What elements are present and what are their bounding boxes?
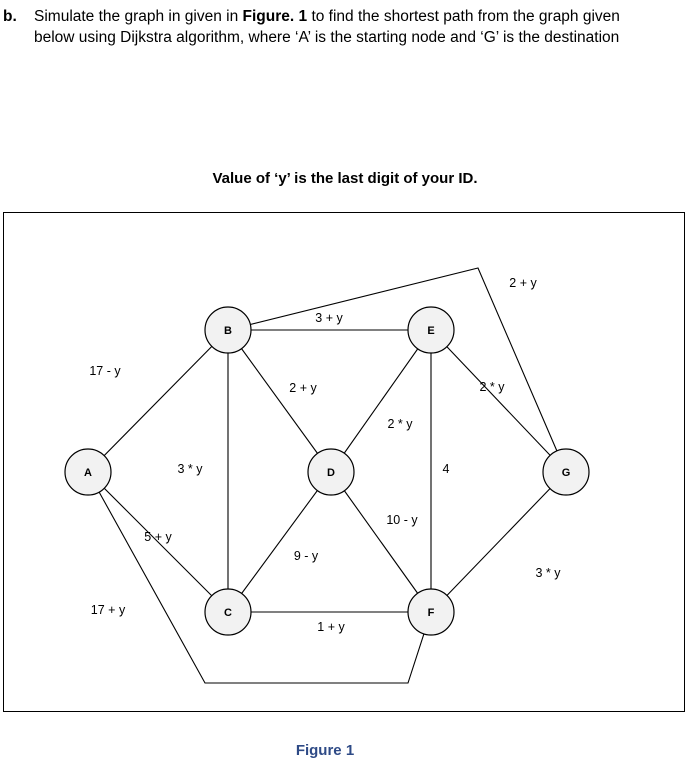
figure-caption: Figure 1 <box>295 742 355 759</box>
node-a <box>65 449 111 495</box>
question-line-2: below using Dijkstra algorithm, where ‘A’ is the starting node and ‘G’ is the destination <box>34 29 620 46</box>
weight-label-a-f: 17 + y <box>90 603 126 617</box>
edge-f-g <box>431 472 566 612</box>
y-value-note: Value of ‘y’ is the last digit of your ID. <box>212 170 478 187</box>
node-label: F <box>427 607 435 619</box>
node-c <box>205 589 251 635</box>
weight-label-e-f: 4 <box>442 462 450 476</box>
weight-label-d-e: 2 * y <box>387 417 413 431</box>
edge-b-d <box>228 330 331 472</box>
node-f <box>408 589 454 635</box>
edge-a-f <box>88 472 431 683</box>
node-label: D <box>327 467 335 479</box>
edge-a-b <box>88 330 228 472</box>
question-label: b. <box>3 8 17 25</box>
weight-label-a-c: 5 + y <box>144 530 172 544</box>
weight-label-c-f: 1 + y <box>317 620 345 634</box>
node-label: E <box>427 325 435 337</box>
edge-b-g <box>228 268 566 472</box>
edge-d-f <box>331 472 431 612</box>
node-label: A <box>84 467 92 479</box>
node-label: G <box>561 467 571 479</box>
weight-label-b-e: 3 + y <box>315 311 343 325</box>
weight-label-b-d: 2 + y <box>289 381 317 395</box>
node-label: B <box>224 325 232 337</box>
weight-label-a-b: 17 - y <box>89 364 121 378</box>
question-line-1-end: to find the shortest path from the graph given <box>307 8 620 25</box>
node-d <box>308 449 354 495</box>
weight-label-b-g: 2 + y <box>509 276 537 290</box>
node-label: C <box>224 607 232 619</box>
node-e <box>408 307 454 353</box>
node-b <box>205 307 251 353</box>
edge-e-g <box>431 330 566 472</box>
weight-label-d-f: 10 - y <box>386 513 418 527</box>
figure-reference: Figure. 1 <box>242 8 308 25</box>
weight-label-b-c: 3 * y <box>177 462 203 476</box>
node-g <box>543 449 589 495</box>
question-line-1-start: Simulate the graph in given in <box>34 8 243 25</box>
edge-d-e <box>331 330 431 472</box>
weight-label-e-g: 2 * y <box>479 380 505 394</box>
edge-c-d <box>228 472 331 612</box>
weight-label-f-g: 3 * y <box>535 566 561 580</box>
weight-label-c-d: 9 - y <box>293 549 319 563</box>
